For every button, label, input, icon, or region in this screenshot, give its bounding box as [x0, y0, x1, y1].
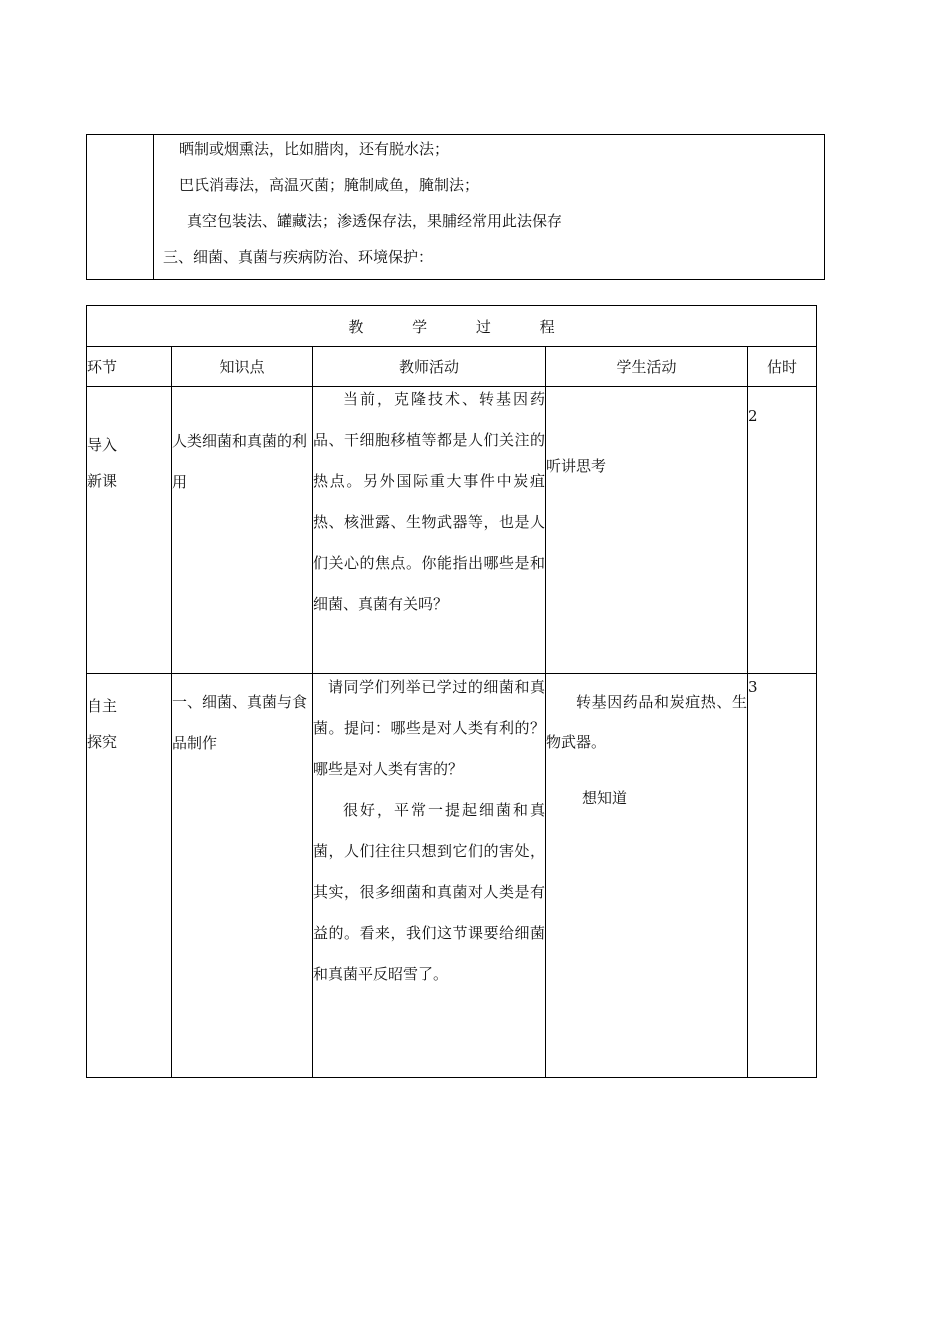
student-cell	[546, 387, 748, 674]
table-row	[87, 387, 817, 674]
knowledge-text: 一、细菌、真菌与食品制作	[172, 693, 308, 752]
student-text-1: 听讲思考	[546, 457, 607, 475]
top-table-left-column	[87, 135, 154, 279]
student-text-1: 转基因药品和炭疽热、生物武器。	[546, 693, 747, 751]
teacher-paragraph-2: 很好，平常一提起细菌和真菌，人们往往只想到它们的害处，其实，很多细菌和真菌对人类是有益的。看来，我们这节课要给细菌和真菌平反昭雪了。	[313, 801, 545, 983]
table-row	[87, 674, 817, 1078]
time-cell	[748, 674, 817, 1078]
top-line-2: 巴氏消毒法，高温灭菌；腌制咸鱼，腌制法；	[179, 176, 480, 194]
top-line-4: 三、细菌、真菌与疾病防治、环境保护：	[163, 248, 434, 266]
knowledge-cell	[172, 387, 313, 674]
knowledge-cell	[172, 674, 313, 1078]
header-knowledge: 知识点	[172, 347, 313, 387]
teacher-cell	[313, 674, 546, 1078]
top-line-3: 真空包装法、罐藏法；渗透保存法，果脯经常用此法保存	[187, 212, 563, 230]
process-title-cell	[87, 306, 817, 347]
stage-line-1: 导入	[87, 436, 118, 454]
teacher-paragraph-1: 请同学们列举已学过的细菌和真菌。提问：哪些是对人类有利的？哪些是对人类有害的？	[313, 678, 545, 778]
knowledge-text: 人类细菌和真菌的利用	[172, 432, 308, 491]
time-value: 2	[748, 407, 758, 425]
stage-cell	[87, 387, 172, 674]
top-line-1: 晒制或烟熏法，比如腊肉，还有脱水法；	[179, 140, 450, 158]
time-cell	[748, 387, 817, 674]
header-time: 估时	[748, 347, 817, 387]
student-text-2: 想知道	[582, 789, 628, 807]
teacher-cell	[313, 387, 546, 674]
process-table	[86, 305, 817, 1078]
header-teacher: 教师活动	[313, 347, 546, 387]
teacher-paragraph-1: 当前，克隆技术、转基因药品、干细胞移植等都是人们关注的热点。另外国际重大事件中炭疽热、核泄露、生物武器等，也是人们关心的焦点。你能指出哪些是和细菌、真菌有关吗？	[313, 390, 545, 613]
stage-line-2: 探究	[87, 733, 118, 751]
stage-cell	[87, 674, 172, 1078]
student-cell	[546, 674, 748, 1078]
process-title: 教 学 过 程	[348, 317, 577, 336]
header-student: 学生活动	[546, 347, 748, 387]
time-value: 3	[748, 678, 758, 696]
stage-line-1: 自主	[87, 697, 118, 715]
header-stage: 环节	[87, 347, 172, 387]
top-table	[86, 134, 825, 280]
stage-line-2: 新课	[87, 472, 118, 490]
